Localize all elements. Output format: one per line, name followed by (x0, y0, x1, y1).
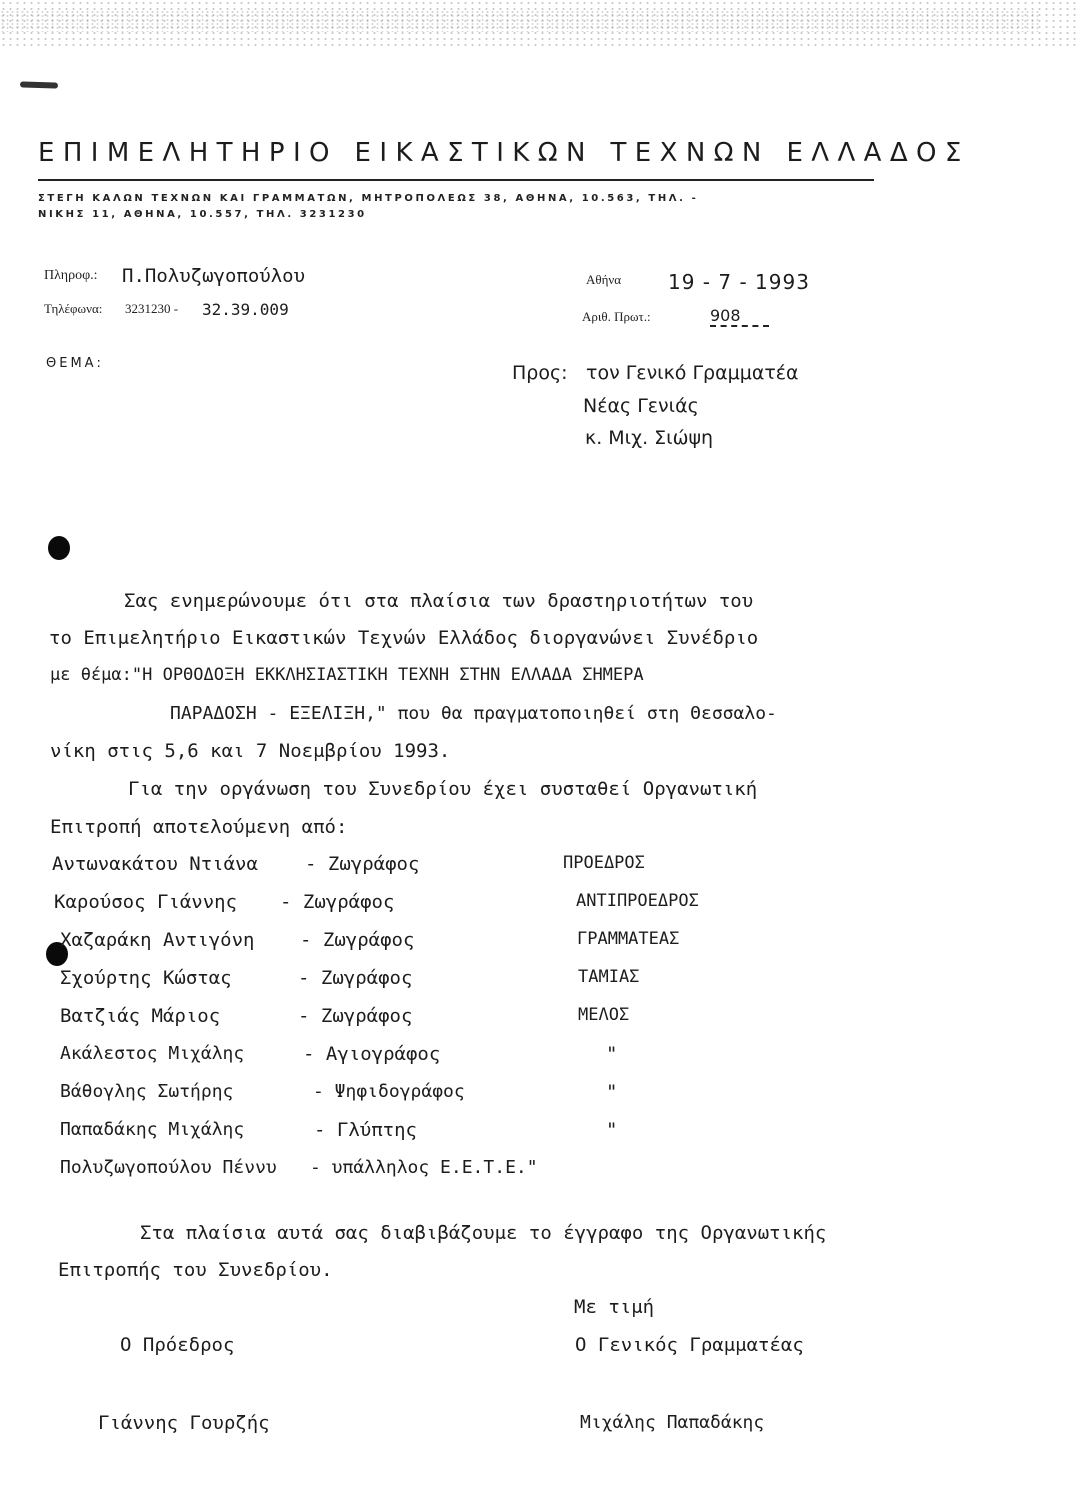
letterhead-rule (38, 179, 874, 181)
phone-label: Τηλέφωνα: (44, 301, 103, 316)
committee-member-role: ΑΝΤΙΠΡΟΕΔΡΟΣ (576, 891, 699, 911)
committee-member-role: " (606, 1081, 618, 1103)
closing-regards: Με τιμή (574, 1296, 655, 1318)
body-line: Στα πλαίσια αυτά σας διαβιβάζουμε το έγγραφο της Οργανωτικής (140, 1222, 827, 1244)
body-line: Σας ενημερώνουμε ότι στα πλαίσια των δραστηριοτήτων του (124, 590, 754, 612)
phone-value-2: 32.39.009 (202, 300, 289, 319)
secretary-general-name: Μιχάλης Παπαδάκης (580, 1412, 765, 1433)
committee-member-profession: - Ζωγράφος (298, 967, 413, 989)
committee-member-name: Αντωνακάτου Ντιάνα (52, 853, 258, 875)
subject-label: ΘΕΜΑ: (46, 356, 104, 371)
committee-member-name: Παπαδάκης Μιχάλης (60, 1119, 245, 1140)
secretary-general-title: Ο Γενικός Γραμματέας (575, 1334, 804, 1356)
committee-member-role: ΠΡΟΕΔΡΟΣ (563, 853, 645, 873)
committee-member-profession: - Ζωγράφος (305, 853, 420, 875)
phone-value-1: 3231230 - (125, 301, 179, 316)
body-line: Επιτροπής του Συνεδρίου. (58, 1259, 333, 1281)
contact-value: Π.Πολυζωγοπούλου (122, 265, 306, 287)
protocol-label: Αριθ. Πρωτ.: (582, 309, 651, 324)
body-line: Επιτροπή αποτελούμενη από: (50, 816, 348, 838)
president-title: Ο Πρόεδρος (120, 1334, 235, 1356)
recipient-label: Προς: (512, 362, 568, 384)
recipient-line-1: τον Γενικό Γραμματέα (586, 362, 799, 384)
committee-member-name: Ακάλεστος Μιχάλης (60, 1043, 245, 1064)
date-value: 19 - 7 - 1993 (668, 270, 810, 294)
body-line: Για την οργάνωση του Συνεδρίου έχει συσταθεί Οργανωτική (128, 778, 758, 800)
body-line: το Επιμελητήριο Εικαστικών Τεχνών Ελλάδος διοργανώνει Συνέδριο (49, 627, 759, 649)
committee-member-profession: - Ζωγράφος (280, 891, 395, 913)
committee-member-name: Σχούρτης Κώστας (60, 967, 232, 989)
committee-member-profession: - Ζωγράφος (300, 929, 415, 951)
committee-member-profession: - Αγιογράφος (303, 1043, 441, 1065)
committee-member-role: ΓΡΑΜΜΑΤΕΑΣ (577, 929, 680, 949)
committee-member-profession: - Ζωγράφος (298, 1005, 413, 1027)
punch-hole-top (48, 536, 70, 560)
president-name: Γιάννης Γουρζής (98, 1412, 270, 1434)
address-line-1: ΣΤΕΓΗ ΚΑΛΩΝ ΤΕΧΝΩΝ ΚΑΙ ΓΡΑΜΜΑΤΩΝ, ΜΗΤΡΟΠΟΛΕΩΣ 38, ΑΘΗΝΑ, 10.563, ΤΗΛ. - (38, 193, 699, 204)
recipient-line-2: Νέας Γενιάς (583, 395, 699, 417)
body-line: νίκη στις 5,6 και 7 Νοεμβρίου 1993. (50, 740, 451, 762)
committee-member-name: Πολυζωγοπούλου Πέννυ (60, 1157, 277, 1178)
committee-member-role: " (606, 1119, 618, 1141)
contact-label: Πληροφ.: (44, 268, 98, 283)
protocol-value: 908 (710, 306, 769, 327)
committee-member-role: ΜΕΛΟΣ (578, 1005, 630, 1025)
address-line-2: ΝΙΚΗΣ 11, ΑΘΗΝΑ, 10.557, ΤΗΛ. 3231230 (38, 209, 367, 220)
committee-member-name: Βατζιάς Μάριος (60, 1005, 221, 1027)
place-label: Αθήνα (586, 272, 622, 287)
body-line: ΠΑΡΑΔΟΣΗ - ΕΞΕΛΙΞΗ," που θα πραγματοποιηθεί στη Θεσσαλο- (170, 703, 777, 724)
body-line: με θέμα:"Η ΟΡΘΟΔΟΞΗ ΕΚΚΛΗΣΙΑΣΤΙΚΗ ΤΕΧΝΗ ΣΤΗΝ ΕΛΛΑΔΑ ΣΗΜΕΡΑ (50, 665, 644, 685)
committee-member-name: Χαζαράκη Αντιγόνη (60, 929, 255, 951)
recipient-line-3: κ. Μιχ. Σιώψη (585, 427, 714, 449)
organization-title: ΕΠΙΜΕΛΗΤΗΡΙΟ ΕΙΚΑΣΤΙΚΩΝ ΤΕΧΝΩΝ ΕΛΛΑΔΟΣ (38, 138, 970, 168)
committee-member-profession: - υπάλληλος Ε.Ε.Τ.Ε." (310, 1157, 538, 1178)
committee-member-name: Βάθογλης Σωτήρης (60, 1081, 234, 1102)
scan-mark (20, 81, 58, 88)
committee-member-role: " (606, 1043, 618, 1065)
committee-member-profession: - Ψηφιδογράφος (313, 1081, 465, 1102)
committee-member-profession: - Γλύπτης (314, 1119, 417, 1141)
committee-member-role: ΤΑΜΙΑΣ (578, 967, 640, 987)
scan-noise-band (0, 10, 1040, 32)
committee-member-name: Καρούσος Γιάννης (54, 891, 238, 913)
